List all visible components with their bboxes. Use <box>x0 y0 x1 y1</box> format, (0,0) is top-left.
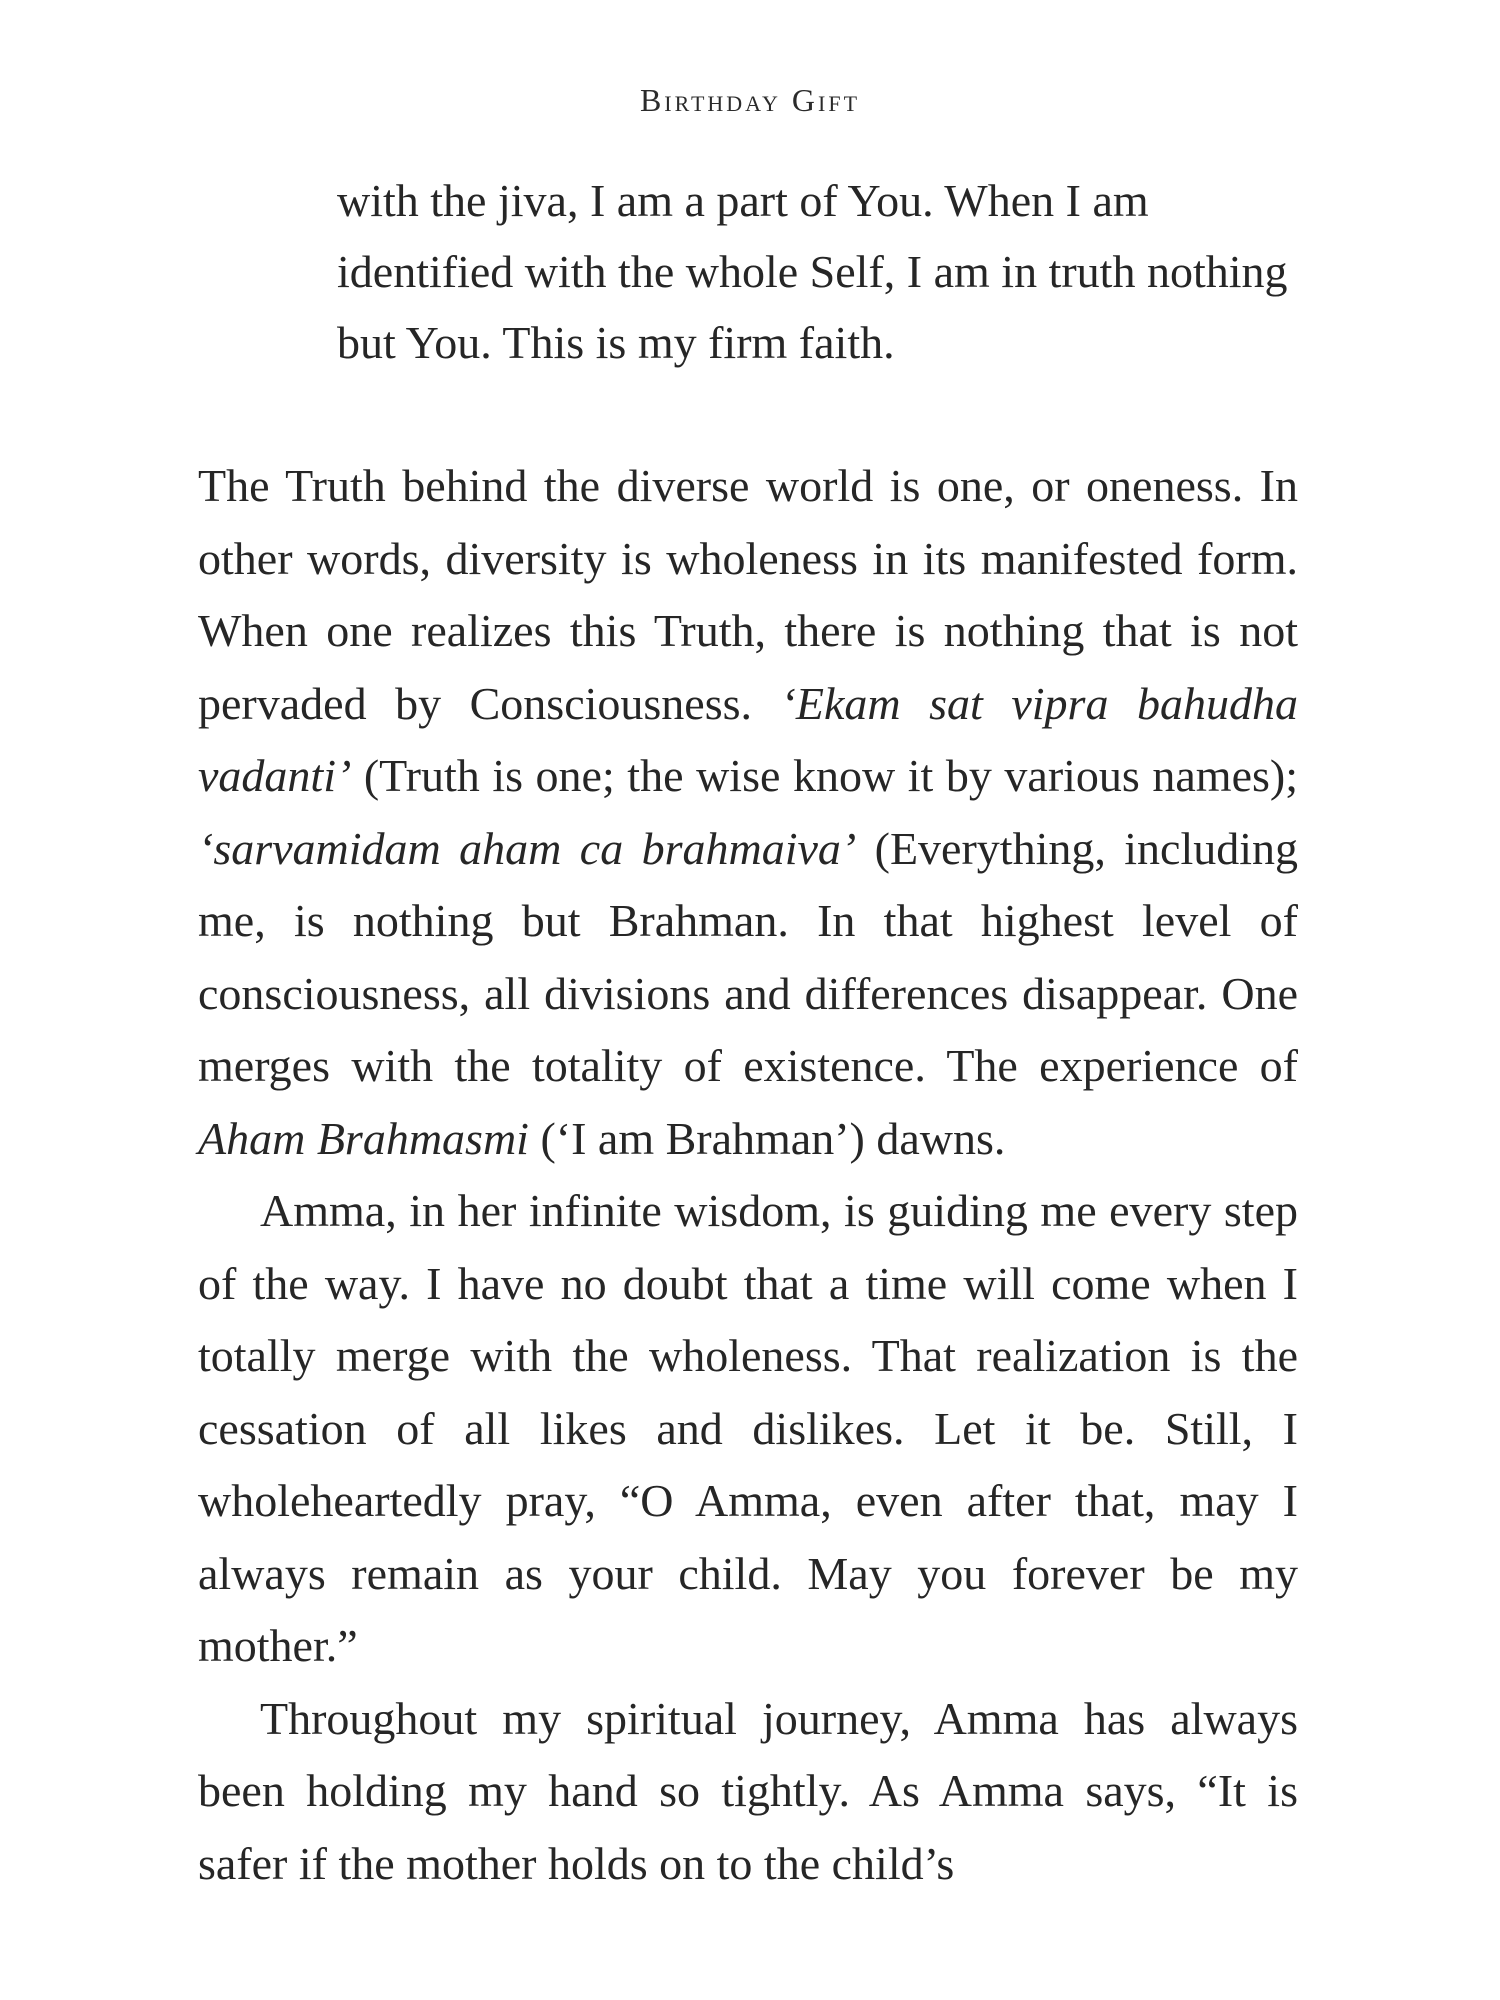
block-quote: with the jiva, I am a part of You. When I am identified with the whole Self, I am in truth nothing but You. This is my firm faith. <box>337 175 1288 368</box>
paragraph-1-text-d: (‘I am Brahman’) dawns. <box>528 1112 1006 1164</box>
paragraph-2: Amma, in her infinite wisdom, is guiding me every step of the way. I have no doubt that a time will come when I totally merge with the wholeness. That realization is the cessation of all likes and dislikes. Let it be. Still, I wholeheartedly pray, “O Amma, even after that, may I always remain as your child. May you forever be my mother.” <box>198 1185 1298 1671</box>
paragraph-1 <box>198 450 1298 1175</box>
sanskrit-quote-1: ‘Ekam sat vipra bahudha vadanti’ <box>198 677 1298 801</box>
paragraph-1-text-a: The Truth behind the diverse world is one, or oneness. In other words, diversity is wholeness in its manifested form. When one realizes this Truth, there is nothing that is not pervaded by Consciousness. <box>198 460 1298 729</box>
paragraph-3: Throughout my spiritual journey, Amma has always been holding my hand so tightly. As Amma says, “It is safer if the mother holds on to the child’s <box>198 1692 1298 1889</box>
sanskrit-quote-2: ‘sarvamidam aham ca brahmaiva’ <box>198 822 857 874</box>
paragraph-1-text-c: (Everything, including me, is nothing but Brahman. In that highest level of consciousness, all divisions and differences disappear. One merges with the totality of existence. The experience of <box>198 822 1298 1091</box>
body-text <box>198 450 1298 1900</box>
paragraph-1-text-b: (Truth is one; the wise know it by various names); <box>351 750 1298 801</box>
running-head: Birthday Gift <box>639 82 861 118</box>
sanskrit-term: Aham Brahmasmi <box>198 1112 529 1164</box>
